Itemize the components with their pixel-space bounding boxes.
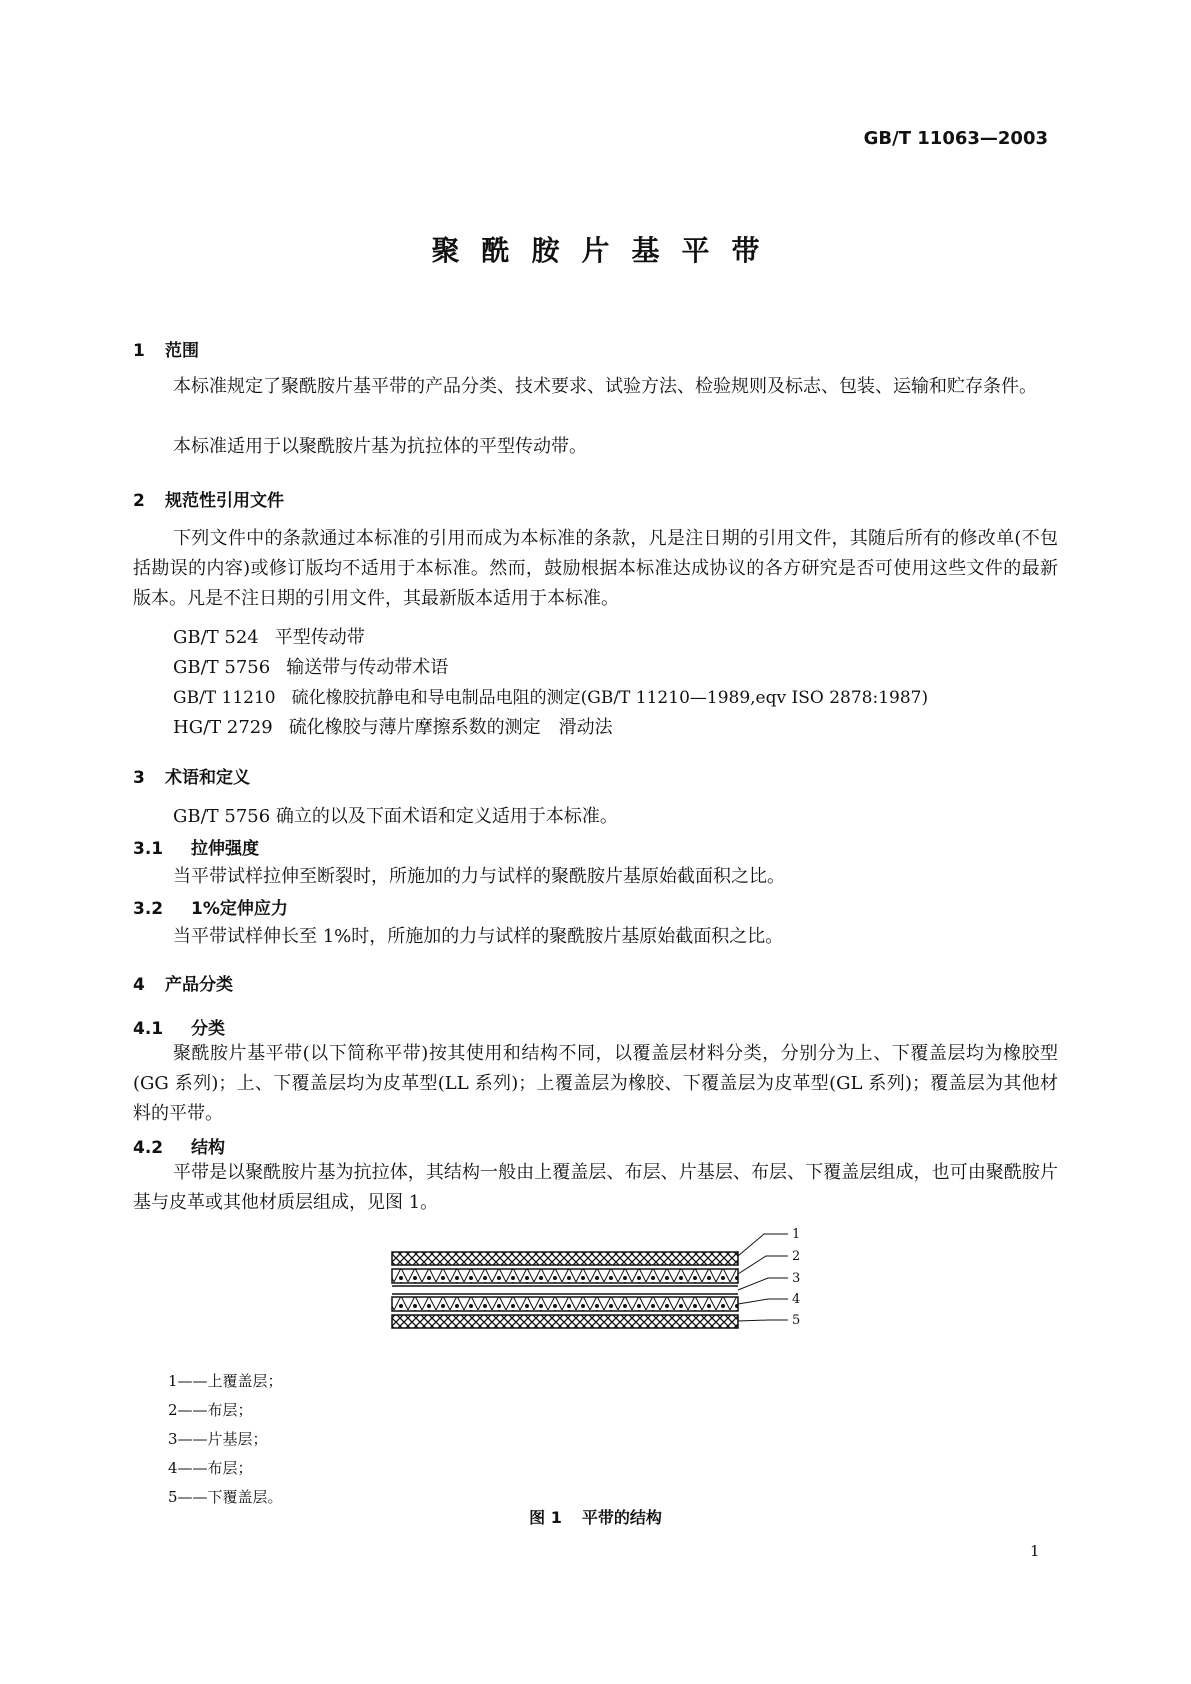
section-title: 术语和定义 xyxy=(165,768,250,788)
reference-title: 平型传动带 xyxy=(274,627,365,648)
reference-title: 硫化橡胶与薄片摩擦系数的测定 滑动法 xyxy=(288,717,613,738)
reference-title: 输送带与传动带术语 xyxy=(286,657,449,678)
fabric-layer-lower xyxy=(392,1297,738,1311)
reference-title: 硫化橡胶抗静电和导电制品电阻的测定(GB/T 11210—1989,eqv ISO 2878:1987) xyxy=(291,688,929,708)
lower-cover-layer xyxy=(392,1315,738,1328)
figure-caption-title: 平带的结构 xyxy=(581,1508,662,1527)
reference-code: GB/T 5756 xyxy=(173,657,271,678)
section-number: 3 xyxy=(133,768,145,788)
reference-item xyxy=(173,683,928,708)
reference-item xyxy=(173,653,448,679)
subsection-3-2-text: 当平带试样伸长至 1%时，所施加的力与试样的聚酰胺片基原始截面积之比。 xyxy=(173,926,784,947)
section-3-paragraph: GB/T 5756 确立的以及下面术语和定义适用于本标准。 xyxy=(173,806,618,827)
reference-code: GB/T 524 xyxy=(173,627,259,648)
subsection-number: 3.1 xyxy=(133,839,164,859)
subsection-3-1-heading xyxy=(133,834,259,859)
callout-label: 4 xyxy=(792,1292,801,1307)
figure-caption-label: 图 1 xyxy=(529,1508,562,1527)
section-3-heading xyxy=(133,763,250,788)
subsection-title: 1%定伸应力 xyxy=(191,899,288,919)
figure-legend-item: 5——下覆盖层。 xyxy=(168,1488,283,1506)
subsection-title: 分类 xyxy=(191,1019,225,1039)
section-4-heading xyxy=(133,970,233,995)
upper-cover-layer xyxy=(392,1252,738,1265)
figure-caption xyxy=(0,1505,1191,1528)
subsection-4-1-heading xyxy=(133,1014,225,1039)
figure-legend-item: 3——片基层； xyxy=(168,1430,268,1448)
subsection-number: 4.2 xyxy=(133,1138,164,1158)
section-title: 产品分类 xyxy=(165,975,233,995)
section-title: 范围 xyxy=(165,341,199,361)
subsection-4-1-text: 聚酰胺片基平带(以下简称平带)按其使用和结构不同，以覆盖层材料分类，分别分为上、下覆盖层均为橡胶型(GG 系列)；上、下覆盖层均为皮革型(LL 系列)；上覆盖层为橡胶、下覆盖层为皮革型(GL 系列)；覆盖层为其他材料的平带。 xyxy=(133,1043,1058,1124)
section-1-paragraph-1: 本标准规定了聚酰胺片基平带的产品分类、技术要求、试验方法、检验规则及标志、包装、运输和贮存条件。 xyxy=(173,376,1037,397)
reference-code: GB/T 11210 xyxy=(173,688,276,708)
figure-legend-item: 1——上覆盖层； xyxy=(168,1372,283,1390)
section-1-heading xyxy=(133,336,199,361)
document-title: 聚酰胺片基平带 xyxy=(431,234,782,267)
subsection-number: 3.2 xyxy=(133,899,164,919)
callout-label: 1 xyxy=(792,1227,801,1242)
subsection-3-2-heading xyxy=(133,894,288,919)
subsection-title: 结构 xyxy=(191,1138,225,1158)
reference-item xyxy=(173,713,613,739)
section-2-paragraph: 下列文件中的条款通过本标准的引用而成为本标准的条款，凡是注日期的引用文件，其随后所有的修改单(不包括勘误的内容)或修订版均不适用于本标准。然而，鼓励根据本标准达成协议的各方研究是否可使用这些文件的最新版本。凡是不注日期的引用文件，其最新版本适用于本标准。 xyxy=(133,528,1058,609)
fabric-layer-upper xyxy=(392,1269,738,1283)
subsection-4-2-text: 平带是以聚酰胺片基为抗拉体，其结构一般由上覆盖层、布层、片基层、布层、下覆盖层组成，也可由聚酰胺片基与皮革或其他材质层组成，见图 1。 xyxy=(133,1162,1058,1213)
callout-label: 2 xyxy=(792,1249,801,1264)
standard-code: GB/T 11063—2003 xyxy=(863,128,1048,149)
callout-label: 3 xyxy=(792,1271,801,1286)
section-number: 2 xyxy=(133,491,145,511)
subsection-number: 4.1 xyxy=(133,1019,164,1039)
callout-label: 5 xyxy=(792,1313,801,1328)
section-number: 1 xyxy=(133,341,145,361)
callout-leaders xyxy=(738,1234,788,1321)
section-2-heading xyxy=(133,486,284,511)
figure-legend-item: 4——布层； xyxy=(168,1459,253,1477)
subsection-4-2-heading xyxy=(133,1133,225,1158)
subsection-title: 拉伸强度 xyxy=(191,839,259,859)
subsection-3-1-text: 当平带试样拉伸至断裂时，所施加的力与试样的聚酰胺片基原始截面积之比。 xyxy=(173,866,785,887)
section-1-paragraph-2: 本标准适用于以聚酰胺片基为抗拉体的平型传动带。 xyxy=(173,436,587,457)
reference-item xyxy=(173,623,365,649)
figure-legend-item: 2——布层； xyxy=(168,1401,253,1419)
reference-code: HG/T 2729 xyxy=(173,717,273,738)
belt-structure-figure xyxy=(380,1226,820,1358)
page-number: 1 xyxy=(1030,1542,1040,1560)
section-number: 4 xyxy=(133,975,145,995)
section-title: 规范性引用文件 xyxy=(165,491,284,511)
film-base-layer xyxy=(392,1286,738,1294)
